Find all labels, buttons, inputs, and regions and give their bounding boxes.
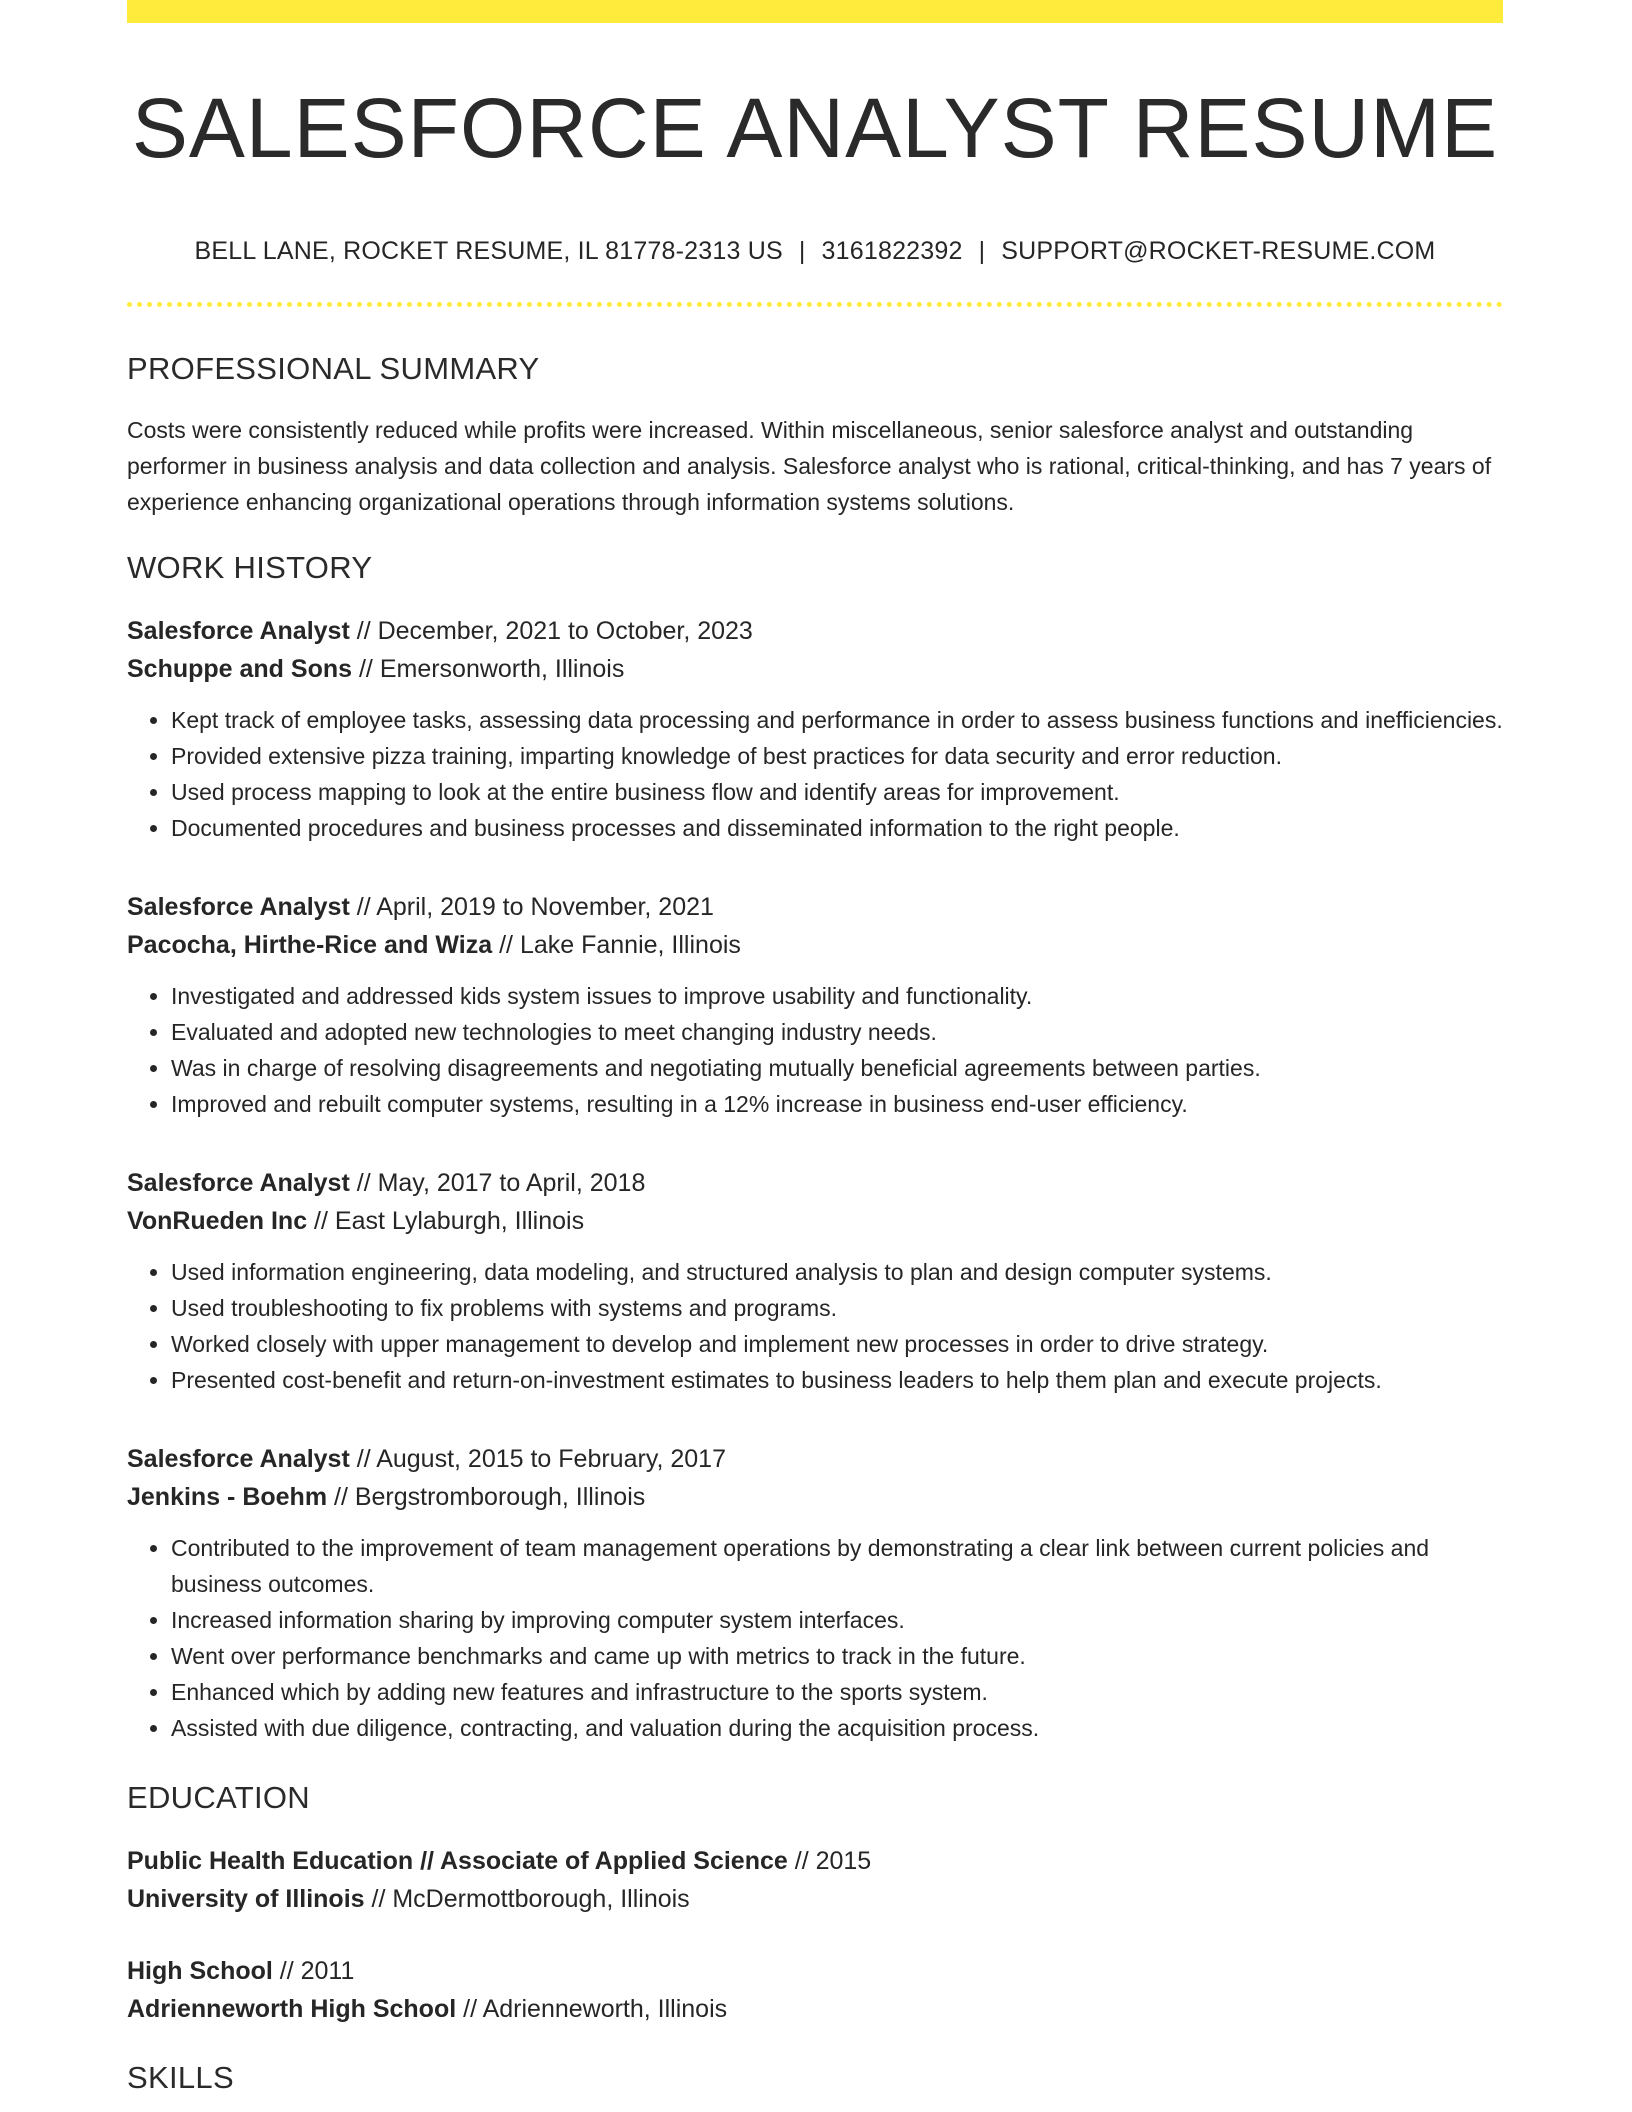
job-company: VonRueden Inc — [127, 1207, 308, 1235]
education-entry — [127, 1842, 1503, 1918]
job-entry — [127, 1164, 1503, 1398]
job-title-line — [127, 1164, 1503, 1202]
job-bullet-list — [127, 978, 1503, 1122]
job-bullet: • Used information engineering, data modeling, and structured analysis to plan and design computer systems. — [171, 1254, 1503, 1290]
education-location: // McDermottborough, Illinois — [364, 1885, 690, 1913]
job-bullet: • Used process mapping to look at the entire business flow and identify areas for improvement. — [171, 774, 1503, 810]
skills-heading: SKILLS — [127, 2060, 234, 2095]
job-title-line — [127, 888, 1503, 926]
job-dates: // May, 2017 to April, 2018 — [349, 1169, 646, 1197]
job-bullet: • Assisted with due diligence, contracting, and valuation during the acquisition process. — [171, 1710, 1503, 1746]
job-company: Pacocha, Hirthe-Rice and Wiza — [127, 931, 493, 959]
education-school-line — [127, 1990, 1503, 2028]
job-company-line — [127, 926, 1503, 964]
job-dates: // August, 2015 to February, 2017 — [349, 1445, 726, 1473]
job-bullet: • Went over performance benchmarks and came up with metrics to track in the future. — [171, 1638, 1503, 1674]
work-history-heading: WORK HISTORY — [127, 550, 373, 585]
education-year: // 2015 — [787, 1847, 872, 1875]
education-degree-line — [127, 1952, 1503, 1990]
education-heading: EDUCATION — [127, 1780, 310, 1815]
job-bullet: • Presented cost-benefit and return-on-investment estimates to business leaders to help them plan and execute projects. — [171, 1362, 1503, 1398]
job-location: // Bergstromborough, Illinois — [327, 1483, 646, 1511]
job-dates: // December, 2021 to October, 2023 — [349, 617, 753, 645]
education-year: // 2011 — [272, 1957, 355, 1985]
job-bullet: • Increased information sharing by improving computer system interfaces. — [171, 1602, 1503, 1638]
job-company-line — [127, 1202, 1503, 1240]
job-company: Schuppe and Sons — [127, 655, 353, 683]
job-entry — [127, 888, 1503, 1122]
job-bullet: • Was in charge of resolving disagreements and negotiating mutually beneficial agreements between parties. — [171, 1050, 1503, 1086]
contact-line — [127, 237, 1503, 266]
job-location: // East Lylaburgh, Illinois — [307, 1207, 585, 1235]
dotted-divider — [127, 302, 1503, 307]
job-bullet: • Investigated and addressed kids system issues to improve usability and functionality. — [171, 978, 1503, 1014]
education-degree-line — [127, 1842, 1503, 1880]
job-dates: // April, 2019 to November, 2021 — [349, 893, 714, 921]
contact-phone: 3161822392 — [821, 237, 963, 265]
work-history-list — [127, 612, 1503, 1746]
job-bullet: • Improved and rebuilt computer systems, resulting in a 12% increase in business end-user efficiency. — [171, 1086, 1503, 1122]
summary-heading: PROFESSIONAL SUMMARY — [127, 351, 540, 386]
education-school-line — [127, 1880, 1503, 1918]
summary-text: Costs were consistently reduced while profits were increased. Within miscellaneous, senior salesforce analyst and outstanding performer in business analysis and data collection and analysis. Salesforce analyst who is rational, critical-thinking, and has 7 years of experience enhancing organizational operations through information systems solutions. — [127, 417, 1492, 515]
contact-address: BELL LANE, ROCKET RESUME, IL 81778-2313 US — [194, 237, 783, 265]
job-location: // Emersonworth, Illinois — [352, 655, 625, 683]
job-bullet: • Used troubleshooting to fix problems with systems and programs. — [171, 1290, 1503, 1326]
education-school: Adrienneworth High School — [127, 1995, 457, 2023]
education-list — [127, 1842, 1503, 2028]
job-company-line — [127, 1478, 1503, 1516]
job-title: Salesforce Analyst — [127, 1445, 350, 1473]
job-company: Jenkins - Boehm — [127, 1483, 328, 1511]
job-bullet: • Kept track of employee tasks, assessing data processing and performance in order to assess business functions and inefficiencies. — [171, 702, 1503, 738]
job-bullet-list — [127, 1254, 1503, 1398]
resume-title: SALESFORCE ANALYST RESUME — [131, 81, 1499, 175]
job-title: Salesforce Analyst — [127, 1169, 350, 1197]
education-degree: Public Health Education // Associate of Applied Science — [127, 1847, 788, 1875]
job-company-line — [127, 650, 1503, 688]
job-bullet: • Provided extensive pizza training, imparting knowledge of best practices for data security and error reduction. — [171, 738, 1503, 774]
job-title: Salesforce Analyst — [127, 893, 350, 921]
job-bullet: • Enhanced which by adding new features and infrastructure to the sports system. — [171, 1674, 1503, 1710]
job-bullet: • Worked closely with upper management to develop and implement new processes in order to drive strategy. — [171, 1326, 1503, 1362]
job-title-line — [127, 612, 1503, 650]
job-title-line — [127, 1440, 1503, 1478]
contact-separator: | — [978, 237, 986, 265]
education-school: University of Illinois — [127, 1885, 365, 1913]
job-bullet-list — [127, 702, 1503, 846]
accent-top-bar — [127, 0, 1503, 23]
job-title: Salesforce Analyst — [127, 617, 350, 645]
job-entry — [127, 612, 1503, 846]
education-location: // Adrienneworth, Illinois — [456, 1995, 728, 2023]
education-entry — [127, 1952, 1503, 2028]
job-entry — [127, 1440, 1503, 1746]
job-bullet-list — [127, 1530, 1503, 1746]
job-bullet: • Documented procedures and business processes and disseminated information to the right people. — [171, 810, 1503, 846]
education-degree: High School — [127, 1957, 273, 1985]
contact-email: SUPPORT@ROCKET-RESUME.COM — [1001, 237, 1436, 265]
job-bullet: • Contributed to the improvement of team management operations by demonstrating a clear link between current policies and business outcomes. — [171, 1530, 1503, 1602]
contact-separator: | — [798, 237, 806, 265]
job-bullet: • Evaluated and adopted new technologies to meet changing industry needs. — [171, 1014, 1503, 1050]
job-location: // Lake Fannie, Illinois — [492, 931, 741, 959]
resume-page — [127, 0, 1503, 2096]
